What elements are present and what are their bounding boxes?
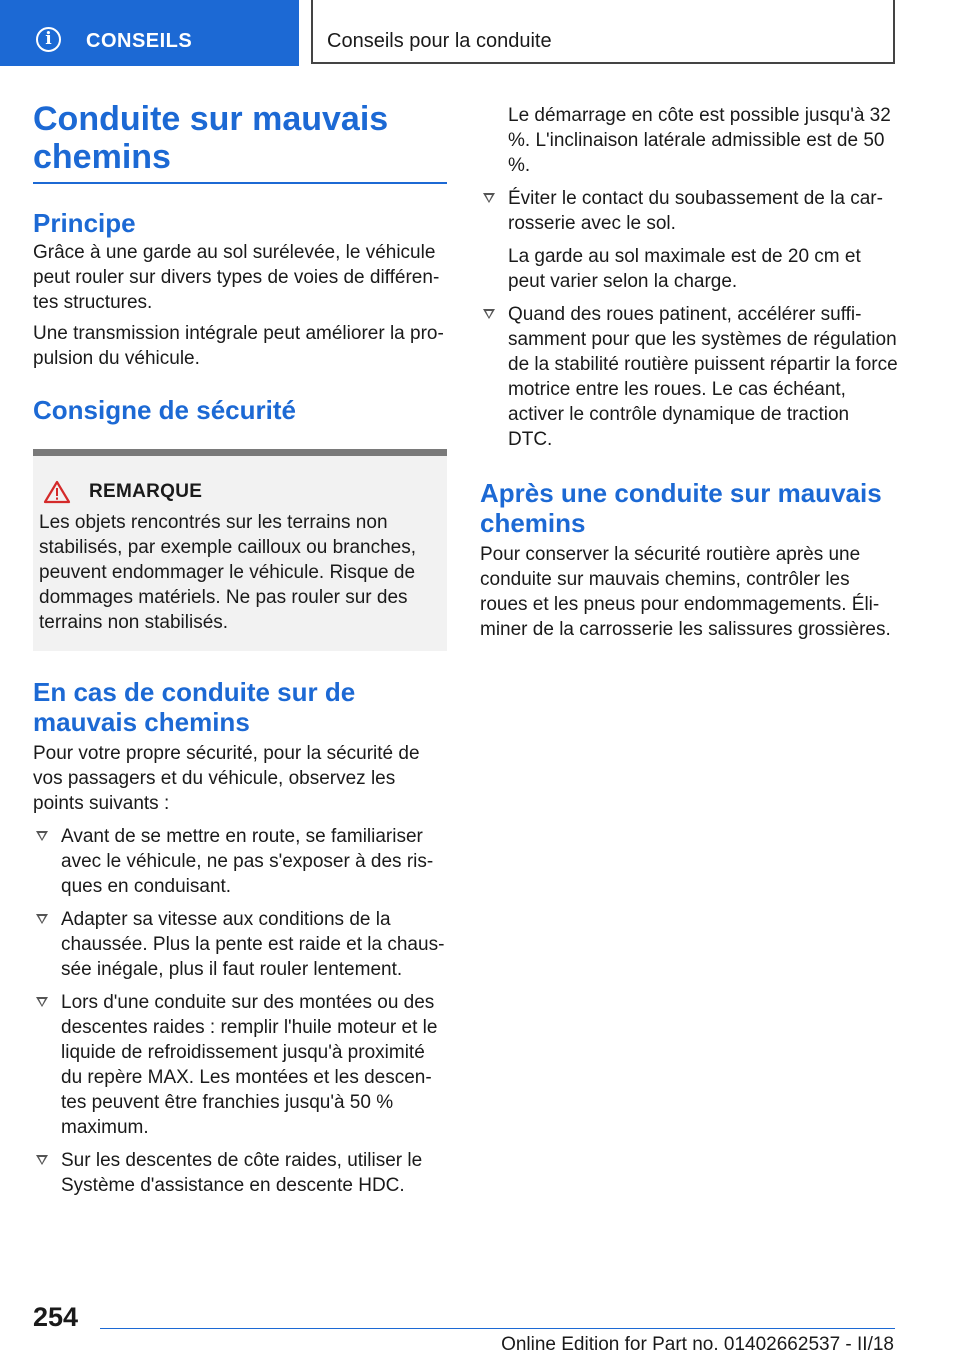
heading-principe: Principe — [33, 208, 136, 238]
left-column — [33, 100, 447, 1198]
triangle-bullet-icon — [36, 914, 48, 924]
triangle-bullet-icon — [36, 997, 48, 1007]
chapter-header — [311, 0, 895, 64]
list-item-text: Sur les descentes de côte raides, utiliser le Système d'assistance en descente HDC. — [61, 1150, 423, 1196]
warning-triangle-icon — [43, 480, 71, 504]
heading-consigne: Consigne de sécurité — [33, 395, 296, 425]
triangle-bullet-icon — [36, 1155, 48, 1165]
en-cas-intro: Pour votre propre sécurité, pour la sécurité de vos passagers et du véhicule, observez les points suivants : — [33, 743, 420, 814]
right-column — [480, 103, 898, 642]
edition-text: Online Edition for Part no. 01402662537 - II/18 — [501, 1334, 894, 1355]
list-item-text: Adapter sa vitesse aux conditions de la chaussée. Plus la pente est raide et la chaussée inégale, plus il faut rouler lentement. — [61, 909, 445, 980]
triangle-bullet-icon — [36, 831, 48, 841]
list-item — [480, 186, 898, 236]
list-item — [33, 824, 447, 899]
list-item-text: Quand des roues patinent, accélérer suffisamment pour que les systèmes de régulation de la stabilité routière puissent répartir la force motrice entre les roues. Le cas échéant, activer le contrôle dynamique de traction DTC. — [508, 304, 898, 450]
sub-paragraph: La garde au sol maximale est de 20 cm et peut varier selon la charge. — [508, 246, 861, 292]
warning-box — [33, 449, 447, 651]
list-item — [480, 302, 898, 452]
info-icon: i — [36, 27, 61, 52]
continued-paragraph: Le démarrage en côte est possible jusqu'à 32 %. L'inclinaison latérale admissible est de 50 %. — [508, 105, 891, 176]
section-label: CONSEILS — [86, 30, 193, 52]
warning-title: REMARQUE — [89, 481, 203, 502]
list-item — [33, 990, 447, 1140]
chapter-title: Conseils pour la conduite — [327, 30, 552, 52]
warning-text: Les objets rencontrés sur les terrains non stabilisés, par exemple cailloux ou branches, peuvent endommager le véhicule. Risque de dommages matériels. Ne pas rouler sur des terrains non stabilisés. — [39, 512, 417, 633]
right-list — [480, 186, 898, 236]
heading-apres: Après une conduite sur mauvais chemins — [480, 478, 882, 538]
right-list-2 — [480, 302, 898, 452]
en-cas-list — [33, 824, 447, 1198]
heading-en-cas: En cas de conduite sur de mauvais chemins — [33, 677, 356, 737]
triangle-bullet-icon — [483, 193, 495, 203]
list-item-text: Avant de se mettre en route, se familiariser avec le véhicule, ne pas s'exposer à des risques en conduisant. — [61, 826, 434, 897]
page-title: Conduite sur mauvais chemins — [33, 100, 447, 184]
principe-paragraph-1: Grâce à une garde au sol surélevée, le véhicule peut rouler sur divers types de voies de différentes structures. — [33, 242, 440, 313]
list-item — [33, 1148, 447, 1198]
principe-paragraph-2: Une transmission intégrale peut améliorer la propulsion du véhicule. — [33, 323, 444, 369]
page-number: 254 — [33, 1302, 79, 1332]
warning-header — [39, 480, 439, 504]
list-item-text: Éviter le contact du soubassement de la carrosserie avec le sol. — [508, 188, 883, 234]
section-tab[interactable] — [0, 0, 299, 66]
list-item-text: Lors d'une conduite sur des montées ou des descentes raides : remplir l'huile moteur et le liquide de refroidissement jusqu'à proximité du repère MAX. Les montées et les descentes peuvent être franchies jusqu'à 50 % maximum. — [61, 992, 438, 1138]
footer-rule — [100, 1328, 895, 1329]
list-item — [33, 907, 447, 982]
apres-paragraph: Pour conserver la sécurité routière après une conduite sur mauvais chemins, contrôler les roues et les pneus pour endommagements. Éliminer de la carrosserie les salissures grossières. — [480, 544, 891, 640]
triangle-bullet-icon — [483, 309, 495, 319]
